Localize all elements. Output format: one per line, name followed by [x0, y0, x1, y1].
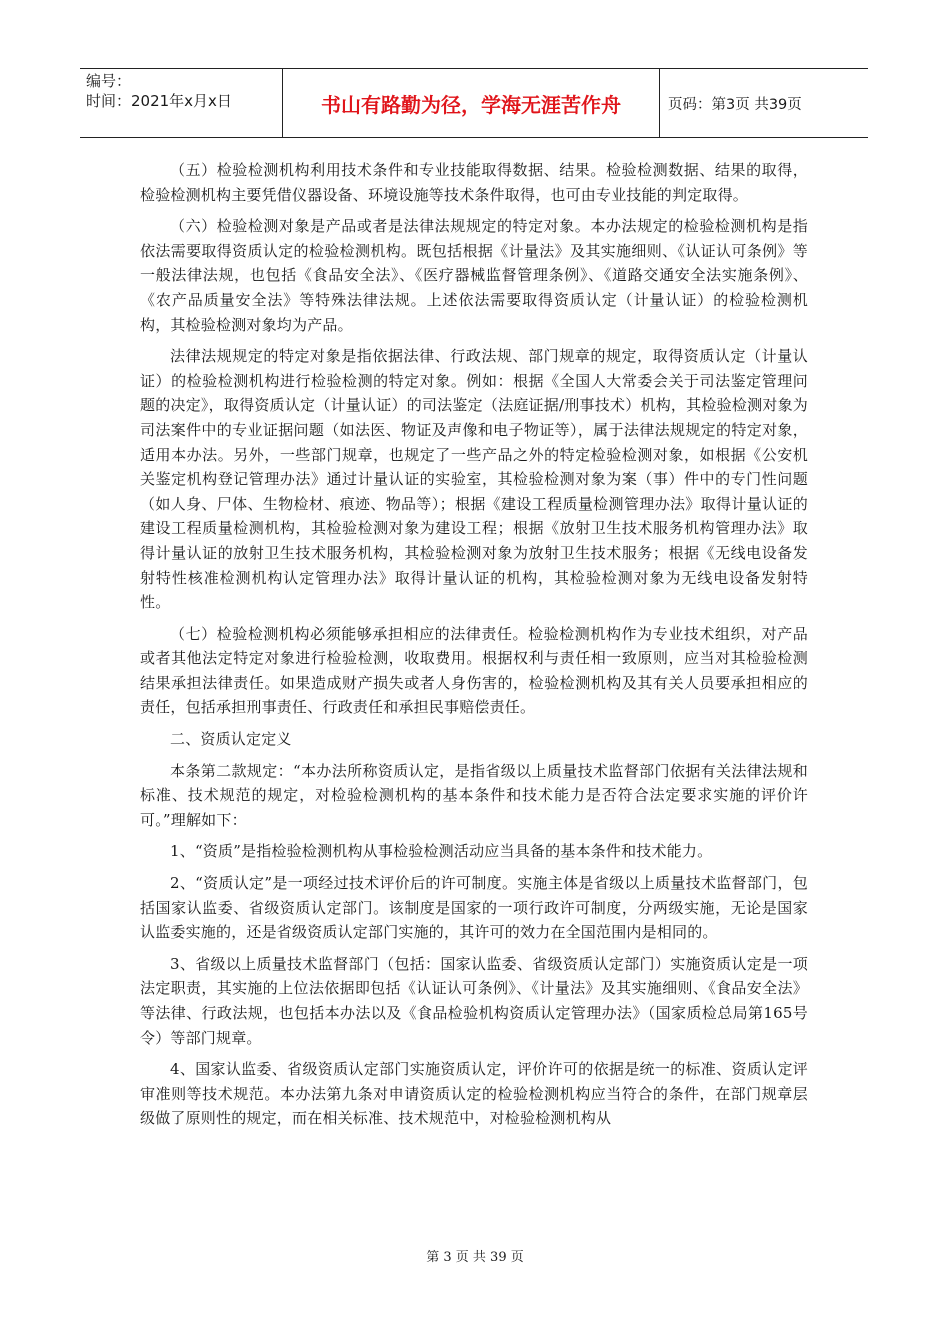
paragraph: 1、“资质”是指检验检测机构从事检验检测活动应当具备的基本条件和技术能力。 — [170, 842, 713, 861]
paragraph: 法律法规规定的特定对象是指依据法律、行政法规、部门规章的规定，取得资质认定（计量认证）的检验检测机构进行检验检测的特定对象。例如：根据《全国人大常委会关于司法鉴定管理问题的决定》，取得资质认定（计量认证）的司法鉴定（法庭证据/刑事技术）机构，其检验检测对象为司法案件中的专业证据问题（如法医、物证及声像和电子物证等），属于法律法规规定的特定对象，适用本办法。另外，一些部门规章，也规定了一些产品之外的特定检验检测对象，如根据《公安机关鉴定机构登记管理办法》通过计量认证的实验室，其检验检测对象为案（事）件中的专门性问题（如人身、尸体、生物检材、痕迹、物品等）；根据《建设工程质量检测管理办法》取得计量认证的建设工程质量检测机构，其检验检测对象为建设工程；根据《放射卫生技术服务机构管理办法》取得计量认证的放射卫生技术服务机构，其检验检测对象为放射卫生技术服务；根据《无线电设备发射特性核准检测机构认定管理办法》取得计量认证的机构，其检验检测对象为无线电设备发射特性。 — [140, 347, 808, 612]
time-label: 时间：2021年x月x日 — [86, 92, 232, 110]
paragraph: 本条第二款规定：“本办法所称资质认定，是指省级以上质量技术监督部门依据有关法律法规和标准、技术规范的规定，对检验检测机构的基本条件和技术能力是否符合法定要求实施的评价许可。”理解如下： — [140, 761, 808, 829]
section-heading: 二、资质认定定义 — [170, 730, 292, 749]
paragraph: 3、省级以上质量技术监督部门（包括：国家认监委、省级资质认定部门）实施资质认定是一项法定职责，其实施的上位法依据即包括《认证认可条例》、《计量法》及其实施细则、《食品安全法》等法律、行政法规，也包括本办法以及《食品检验机构资质认定管理办法》（国家质检总局第165号令）等部门规章。 — [140, 954, 808, 1047]
paragraph: 4、国家认监委、省级资质认定部门实施资质认定，评价许可的依据是统一的标准、资质认定评审准则等技术规范。本办法第九条对申请资质认定的检验检测机构应当符合的条件，在部门规章层级做了原则性的规定，而在相关标准、技术规范中，对检验检测机构从 — [140, 1060, 808, 1128]
page-footer: 第 3 页 共 39 页 — [426, 1250, 524, 1265]
header-motto: 书山有路勤为径，学海无涯苦作舟 — [283, 69, 660, 137]
paragraph: （五）检验检测机构利用技术条件和专业技能取得数据、结果。检验检测数据、结果的取得，检验检测机构主要凭借仪器设备、环境设施等技术条件取得，也可由专业技能的判定取得。 — [140, 161, 808, 204]
number-label: 编号： — [86, 72, 132, 90]
paragraph: 2、“资质认定”是一项经过技术评价后的许可制度。实施主体是省级以上质量技术监督部门，包括国家认监委、省级资质认定部门。该制度是国家的一项行政许可制度，分两级实施，无论是国家认监委实施的，还是省级资质认定部门实施的，其许可的效力在全国范围内是相同的。 — [140, 874, 808, 942]
document-body — [140, 158, 808, 1138]
paragraph: （七）检验检测机构必须能够承担相应的法律责任。检验检测机构作为专业技术组织，对产品或者其他法定特定对象进行检验检测，收取费用。根据权利与责任相一致原则，应当对其检验检测结果承担法律责任。如果造成财产损失或者人身伤害的，检验检测机构及其有关人员要承担相应的责任，包括承担刑事责任、行政责任和承担民事赔偿责任。 — [140, 624, 808, 717]
header-page-label: 页码：第3页 共39页 — [668, 96, 802, 113]
page-header — [80, 68, 868, 138]
header-meta — [80, 69, 283, 137]
paragraph: （六）检验检测对象是产品或者是法律法规规定的特定对象。本办法规定的检验检测机构是指依法需要取得资质认定的检验检测机构。既包括根据《计量法》及其实施细则、《认证认可条例》等一般法律法规，也包括《食品安全法》、《医疗器械监督管理条例》、《道路交通安全法实施条例》、《农产品质量安全法》等特殊法律法规。上述依法需要取得资质认定（计量认证）的检验检测机构，其检验检测对象均为产品。 — [140, 217, 808, 334]
